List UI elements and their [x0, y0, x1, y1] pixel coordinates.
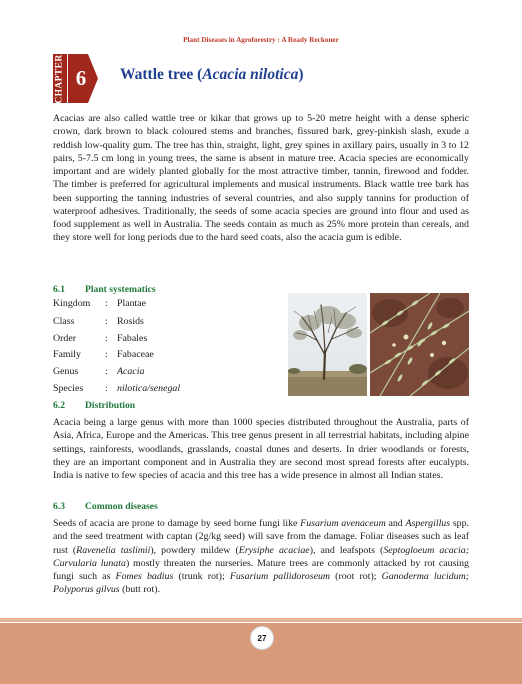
taxonomy-value: Rosids [117, 316, 144, 327]
page-number: 27 [250, 626, 274, 650]
taxonomy-value: Fabaceae [117, 349, 154, 360]
pathogen-name: Septogloeum acacia; Curvularia lunata [53, 544, 470, 569]
chapter-title-text: Wattle tree ( [120, 66, 203, 83]
taxonomy-rank: Genus [53, 366, 79, 377]
diseases-text: (butt rot). [119, 584, 160, 596]
taxonomy-rank: Kingdom [53, 298, 91, 309]
taxonomy-separator: : [105, 316, 108, 327]
chapter-title-close: ) [298, 66, 304, 83]
taxonomy-row-genus [53, 366, 273, 379]
distribution-paragraph: Acacia being a large genus with more than 1000 species distributed throughout the Australia, parts of Asia, Africa, Europe and the Americas. This tree genus present in all terrestrial habitats, including alpine settings, rainforests, woodlands, grasslands, coastal dunes and deserts. In drier woodlands or forests, they are an important component and in Australia they are second most spread forests after eucalypts. India is native to few species of acacia and this tree has a wide presence in almost all Indian states. [53, 417, 469, 481]
taxonomy-rank: Order [53, 333, 77, 344]
section-heading-distribution [53, 400, 135, 411]
taxonomy-rank: Class [53, 316, 75, 327]
section-title: Distribution [85, 400, 136, 411]
diseases-text: (trunk rot); [173, 571, 230, 582]
section-title: Common diseases [85, 501, 158, 512]
footer-divider [0, 618, 522, 622]
diseases-text: and [385, 518, 406, 529]
section-heading-diseases [53, 501, 158, 512]
taxonomy-value: Acacia [117, 366, 145, 377]
chapter-title-species: Acacia nilotica [202, 66, 299, 83]
section-number: 6.1 [53, 284, 65, 295]
pathogen-name: Fomes badius [115, 571, 174, 582]
running-header: Plant Diseases in Agroforestry : A Ready Reckoner [183, 36, 339, 44]
intro-paragraph: Acacias are also called wattle tree or kikar that grows up to 5-20 metre height with a dense spheric crown, dark brown to black coloured stems and branches, fissured bark, grey-pinkish slash, exude a reddish low-quality gum. The tree has thin, straight, light, grey spines in axillary pairs, usually in 3 to 12 pairs, 5-7.5 cm long in young trees, the same is absent in mature tree. Acacia species are economically important and are widely planted globally for the most attractive timber, tannin, firewood and fodder. The timber is preferred for agricultural implements and musical instruments. Black wattle tree bark has been supporting the tanning industries of several countries, and also supply tannins for production of waterproof adhesives. Traditionally, the seeds of some acacia species are ground into flour and used as food supplement as well in Australia. The seeds contain as much as 25% more protein than cereals, and they store well for long periods due to the hard seed coats, also the acacia gum is edible. [53, 113, 469, 244]
taxonomy-row-family [53, 349, 273, 362]
diseases-text: (root rot); [330, 571, 382, 582]
taxonomy-separator: : [105, 298, 108, 309]
tree-landscape-image [288, 293, 367, 396]
diseases-text: spp. and the seed treatment with captan (2g/kg seed) will save from the damage. Foliar diseases such as leaf rust ( [53, 518, 470, 556]
section-heading-systematics [53, 284, 156, 295]
section-title: Plant systematics [85, 284, 156, 295]
leaf-closeup-image [370, 293, 469, 396]
diseases-paragraph [53, 517, 469, 597]
taxonomy-row-class [53, 316, 273, 329]
taxonomy-row-order [53, 333, 273, 346]
diseases-text: ), and leafspots ( [309, 544, 384, 556]
taxonomy-value: Plantae [117, 298, 147, 309]
pathogen-name: Erysiphe acaciae [238, 544, 310, 556]
taxonomy-row-kingdom [53, 298, 273, 311]
chapter-label-tab [53, 54, 67, 103]
chapter-number-badge [68, 54, 98, 103]
chapter-title [120, 66, 304, 84]
diseases-text: ), powdery mildew ( [150, 544, 239, 556]
pathogen-name: Fusarium avenaceum [300, 518, 386, 529]
taxonomy-separator: : [105, 383, 108, 394]
pathogen-name: Fusarium pallidoroseum [229, 571, 331, 582]
section-number: 6.3 [53, 501, 65, 512]
pathogen-name: Ganoderma lucidum; Polyporus gilvus [53, 571, 470, 596]
chapter-label: CHAPTER [55, 53, 65, 104]
pathogen-name: Ravenelia taslimii [76, 544, 151, 556]
taxonomy-separator: : [105, 333, 108, 344]
chapter-number: 6 [75, 66, 87, 90]
diseases-text: ) mostly threaten the nurseries. Mature trees are commonly attacked by rot causing fungi such as [53, 557, 469, 582]
taxonomy-row-species [53, 383, 273, 396]
acacia-tree-photo [288, 293, 367, 396]
taxonomy-separator: : [105, 349, 108, 360]
taxonomy-rank: Species [53, 383, 84, 394]
taxonomy-value: nilotica/senegal [117, 383, 181, 394]
taxonomy-separator: : [105, 366, 108, 377]
taxonomy-rank: Family [53, 349, 81, 360]
section-number: 6.2 [53, 400, 65, 411]
acacia-leaf-photo [370, 293, 469, 396]
diseases-text: Seeds of acacia are prone to damage by seed borne fungi like [53, 518, 301, 529]
taxonomy-value: Fabales [117, 333, 148, 344]
pathogen-name: Aspergillus [405, 518, 451, 529]
